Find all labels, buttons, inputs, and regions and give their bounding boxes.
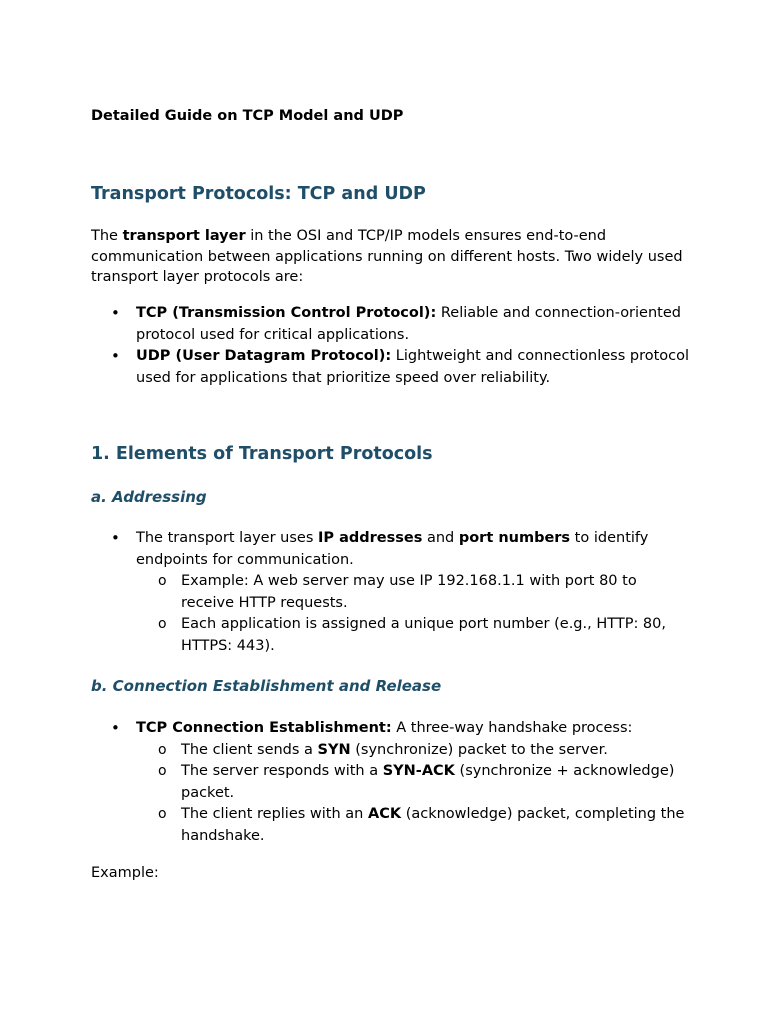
sublist-item-syn-ack: [136, 761, 691, 804]
tcp-desc: Reliable and connection-oriented protocol used for critical applications.: [136, 305, 681, 343]
syn-text-1: The client sends a: [181, 741, 318, 758]
list-item-addressing: [91, 528, 691, 657]
ack-bold: ACK: [367, 806, 402, 822]
udp-desc: Lightweight and connectionless protocol used for applications that prioritize speed over reliability.: [136, 348, 690, 386]
intro-bold-transport-layer: transport layer: [122, 228, 246, 244]
udp-term: UDP (User Datagram Protocol):: [136, 348, 392, 364]
conn-desc: A three-way handshake process:: [391, 720, 633, 736]
heading-elements: 1. Elements of Transport Protocols: [91, 444, 433, 464]
addr-text-3: to identify endpoints for communication.: [136, 530, 649, 568]
addressing-list: [91, 528, 691, 657]
protocol-list: [91, 303, 691, 389]
conn-term: TCP Connection Establishment:: [136, 720, 392, 736]
intro-text-1: The: [91, 228, 123, 244]
subheading-connection: b. Connection Establishment and Release: [91, 677, 442, 695]
addr-text-1: The transport layer uses: [136, 530, 319, 546]
list-item-tcp: [91, 303, 691, 346]
sublist-item: o Example: A web server may use IP 192.168.1.1 with port 80 to receive HTTP requests.: [136, 571, 691, 614]
tcp-term: TCP (Transmission Control Protocol):: [136, 305, 437, 321]
intro-text-2: in the OSI and TCP/IP models ensures end-to-end communication between applications running on different hosts. Two widely used transport layer protocols are:: [91, 228, 683, 285]
addressing-sublist: [136, 571, 691, 657]
document-title: Detailed Guide on TCP Model and UDP: [91, 108, 404, 124]
addr-text-2: and: [422, 530, 459, 546]
sublist-item-ack: [136, 804, 691, 847]
handshake-sublist: [136, 740, 691, 848]
connection-list: [91, 718, 691, 847]
synack-text-2: (synchronize + acknowledge) packet.: [181, 763, 675, 801]
ack-text-1: The client replies with an: [181, 806, 368, 822]
synack-text-1: The server responds with a: [181, 763, 383, 779]
sublist-item: o Each application is assigned a unique port number (e.g., HTTP: 80, HTTPS: 443).: [136, 614, 691, 657]
syn-text-2: (synchronize) packet to the server.: [350, 741, 608, 758]
ack-text-2: (acknowledge) packet, completing the handshake.: [181, 806, 685, 844]
synack-bold: SYN-ACK: [382, 763, 455, 779]
syn-bold: SYN: [317, 741, 351, 758]
addr-bold-ip: IP addresses: [318, 530, 423, 546]
list-item-tcp-connection: [91, 718, 691, 847]
intro-paragraph: [91, 226, 691, 288]
addr-bold-port: port numbers: [458, 530, 571, 546]
example-label: Example:: [91, 865, 159, 881]
list-item-udp: [91, 346, 691, 389]
subheading-addressing: a. Addressing: [91, 488, 207, 506]
sublist-item-syn: [136, 740, 691, 762]
heading-transport-protocols: Transport Protocols: TCP and UDP: [91, 184, 426, 204]
